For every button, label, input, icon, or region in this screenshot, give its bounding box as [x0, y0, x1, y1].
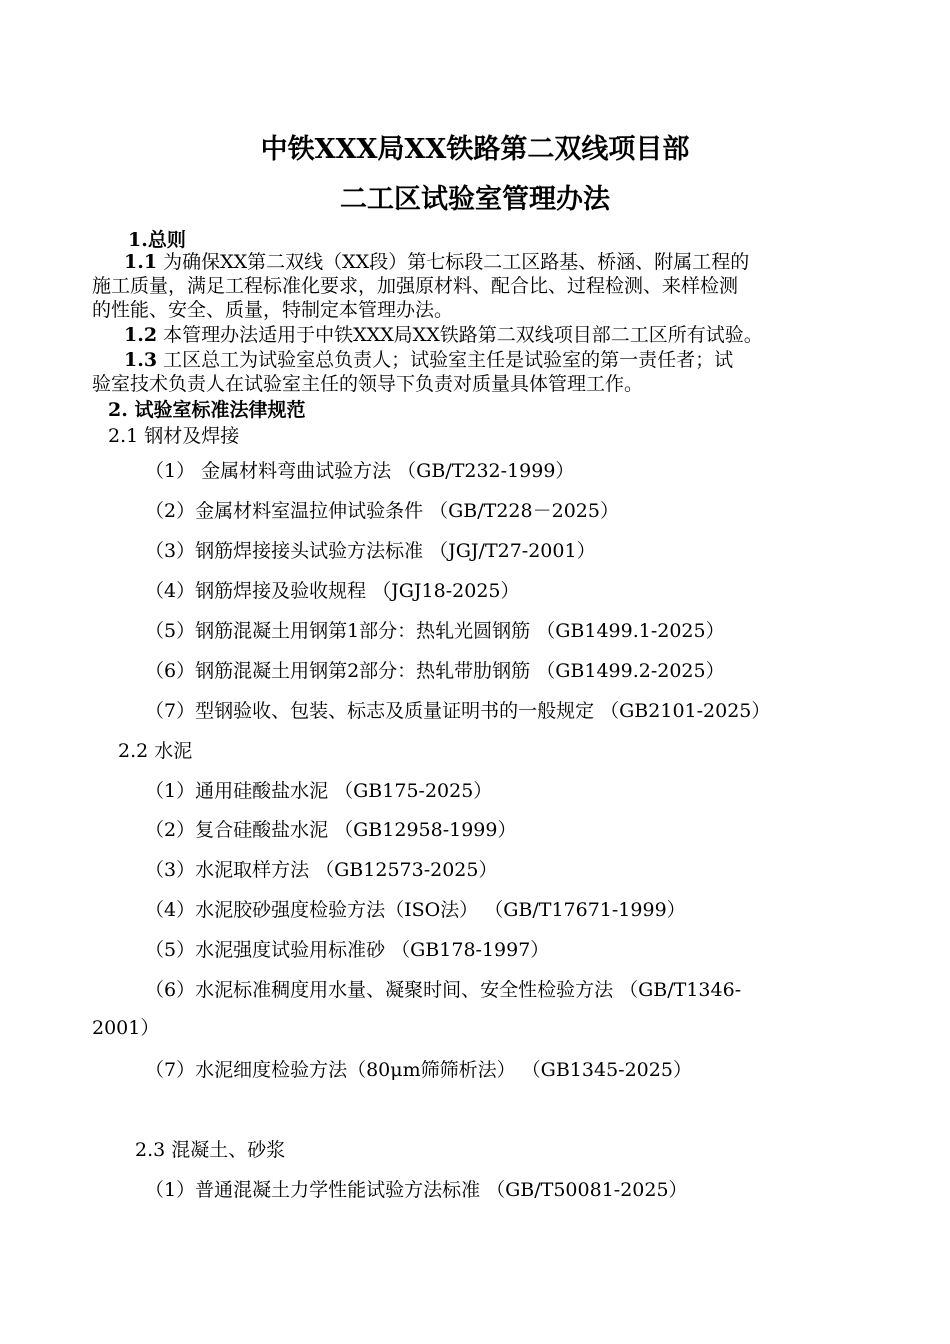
paragraph-1-3-line-2: 验室技术负责人在试验室主任的领导下负责对质量具体管理工作。 — [92, 373, 644, 395]
standard-list-item: （4）水泥胶砂强度检验方法（ISO法） （GB/T17671-1999） — [145, 899, 686, 921]
standard-list-item: （3）水泥取样方法 （GB12573-2025） — [145, 859, 498, 881]
standard-list-item: （1） 金属材料弯曲试验方法 （GB/T232-1999） — [145, 460, 575, 482]
standard-list-item: （5）钢筋混凝土用钢第1部分：热轧光圆钢筋 （GB1499.1-2025） — [145, 620, 725, 642]
standard-list-item-continuation: 2001） — [92, 1017, 160, 1039]
standard-list-item: （5）水泥强度试验用标准砂 （GB178-1997） — [145, 939, 550, 961]
standard-list-item: （4）钢筋焊接及验收规程 （JGJ18-2025） — [145, 580, 520, 602]
subsection-2-1-heading: 2.1 钢材及焊接 — [108, 425, 240, 447]
section-2-heading: 2. 试验室标准法律规范 — [108, 399, 306, 421]
paragraph-1-2 — [124, 322, 763, 348]
clause-text: 本管理办法适用于中铁XXX局XX铁路第二双线项目部二工区所有试验。 — [157, 324, 763, 346]
standard-list-item: （6）水泥标准稠度用水量、凝聚时间、安全性检验方法 （GB/T1346- — [145, 979, 742, 1001]
standard-list-item: （1）通用硅酸盐水泥 （GB175-2025） — [145, 780, 493, 802]
subsection-2-2-heading: 2.2 水泥 — [118, 740, 193, 762]
standard-list-item: （6）钢筋混凝土用钢第2部分：热轧带肋钢筋 （GB1499.2-2025） — [145, 660, 725, 682]
clause-number: 1.2 — [124, 324, 158, 346]
clause-text: 工区总工为试验室总负责人；试验室主任是试验室的第一责任者；试 — [157, 349, 734, 371]
paragraph-1-3-line-1 — [124, 347, 733, 373]
standard-list-item: （2）金属材料室温拉伸试验条件 （GB/T228－2025） — [145, 500, 619, 522]
paragraph-1-1-line-1 — [124, 249, 749, 275]
clause-number: 1.1 — [124, 251, 158, 273]
paragraph-1-1-line-2: 施工质量，满足工程标准化要求，加强原材料、配合比、过程检测、来样检测 — [92, 275, 739, 297]
document-title-line-1: 中铁XXX局XX铁路第二双线项目部 — [260, 134, 690, 165]
standard-list-item: （7）型钢验收、包装、标志及质量证明书的一般规定 （GB2101-2025） — [145, 700, 771, 722]
clause-text: 为确保XX第二双线（XX段）第七标段二工区路基、桥涵、附属工程的 — [157, 251, 750, 273]
section-1-heading: 1.总则 — [128, 229, 186, 251]
standard-list-item: （1）普通混凝土力学性能试验方法标准 （GB/T50081-2025） — [145, 1179, 688, 1201]
standard-list-item: （3）钢筋焊接接头试验方法标准 （JGJ/T27-2001） — [145, 540, 596, 562]
clause-number: 1.3 — [124, 349, 158, 371]
paragraph-1-1-line-3: 的性能、安全、质量，特制定本管理办法。 — [92, 299, 454, 321]
subsection-2-3-heading: 2.3 混凝土、砂浆 — [135, 1139, 286, 1161]
document-title-line-2: 二工区试验室管理办法 — [340, 184, 610, 215]
standard-list-item: （2）复合硅酸盐水泥 （GB12958-1999） — [145, 819, 517, 841]
standard-list-item: （7）水泥细度检验方法（80μm筛筛析法） （GB1345-2025） — [145, 1059, 692, 1081]
